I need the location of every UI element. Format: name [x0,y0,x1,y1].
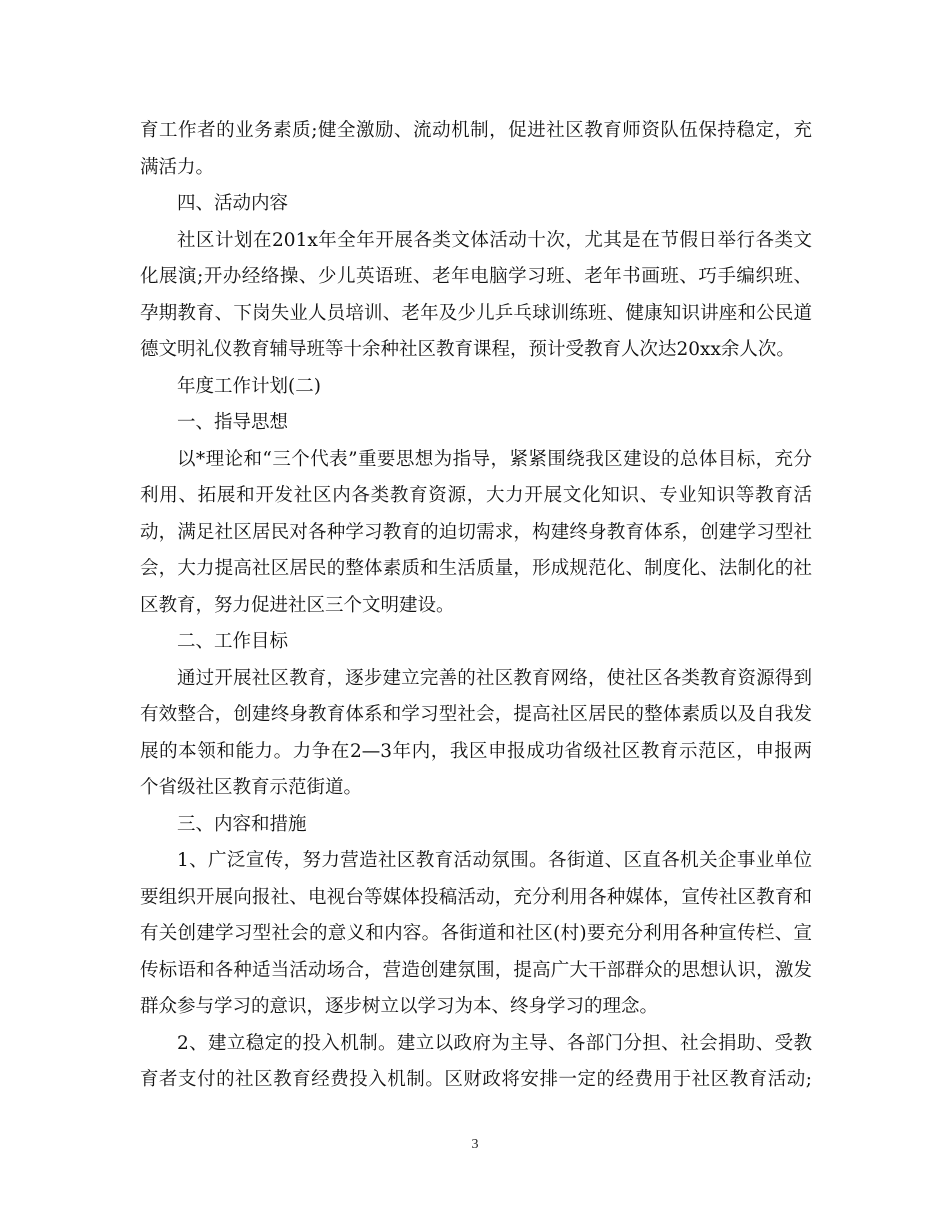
text-line: 动，满足社区居民对各种学习教育的迫切需求，构建终身教育体系，创建学习型社 [140,521,812,543]
text-line: 育者支付的社区教育经费投入机制。区财政将安排一定的经费用于社区教育活动; [140,1069,812,1090]
text-line: 社区计划在201x年全年开展各类文体活动十次，尤其是在节假日举行各类文 [177,229,812,251]
text-line: 二、工作目标 [177,631,289,652]
text-line: 会，大力提高社区居民的整体素质和生活质量，形成规范化、制度化、法制化的社 [140,558,812,579]
text-line: 通过开展社区教育，逐步建立完善的社区教育网络，使社区各类教育资源得到 [177,667,812,689]
text-line: 区教育，努力促进社区三个文明建设。 [140,594,455,616]
document-body [140,113,812,1099]
text-line: 四、活动内容 [177,193,289,214]
text-line: 以*理论和“三个代表”重要思想为指导，紧紧围绕我区建设的总体目标，充分 [177,448,812,470]
text-line: 群众参与学习的意识，逐步树立以学习为本、终身学习的理念。 [140,996,659,1017]
text-line: 三、内容和措施 [177,813,307,835]
text-line: 育工作者的业务素质;健全激励、流动机制，促进社区教育师资队伍保持稳定，充 [140,120,812,141]
text-line: 孕期教育、下岗失业人员培训、老年及少儿乒乓球训练班、健康知识讲座和公民道 [140,302,812,324]
text-line: 个省级社区教育示范街道。 [140,777,363,798]
text-line: 2、建立稳定的投入机制。建立以政府为主导、各部门分担、社会捐助、受教 [177,1032,812,1054]
text-line: 传标语和各种适当活动场合，营造创建氛围，提高广大干部群众的思想认识，激发 [140,959,812,981]
text-line: 利用、拓展和开发社区内各类教育资源，大力开展文化知识、专业知识等教育活 [140,485,812,506]
text-line: 一、指导思想 [177,412,289,433]
text-line: 年度工作计划(二) [177,375,321,397]
text-line: 要组织开展向报社、电视台等媒体投稿活动，充分利用各种媒体，宣传社区教育和 [140,886,812,908]
text-line: 化展演;开办经络操、少儿英语班、老年电脑学习班、老年书画班、巧手编织班、 [140,266,812,287]
text-line: 1、广泛宣传，努力营造社区教育活动氛围。各街道、区直各机关企事业单位 [177,850,812,871]
page-number: 3 [471,1137,479,1152]
text-line: 有关创建学习型社会的意义和内容。各街道和社区(村)要充分利用各种宣传栏、宣 [140,923,812,944]
text-line: 满活力。 [140,156,215,178]
text-line: 有效整合，创建终身教育体系和学习型社会，提高社区居民的整体素质以及自我发 [140,704,812,725]
text-line: 德文明礼仪教育辅导班等十余种社区教育课程，预计受教育人次达20xx余人次。 [140,339,795,360]
text-line: 展的本领和能力。力争在2—3年内，我区申报成功省级社区教育示范区，申报两 [140,740,812,762]
